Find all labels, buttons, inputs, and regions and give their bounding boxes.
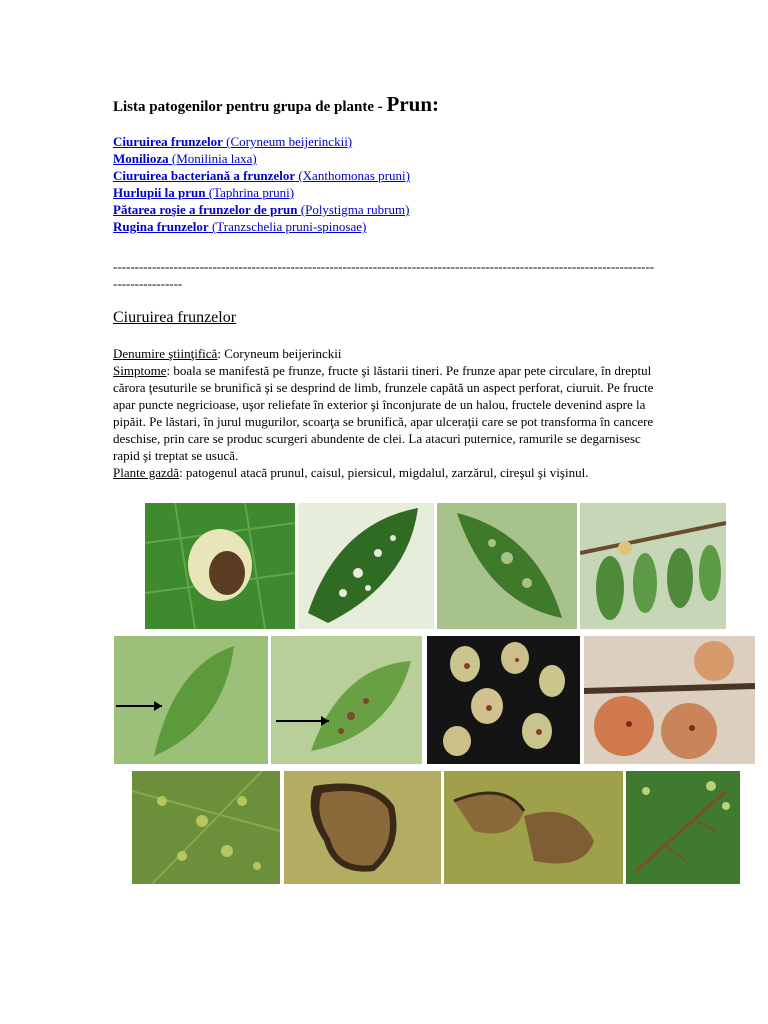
- title-plant: Prun:: [386, 92, 439, 116]
- photo-leaf-hole-closeup: [145, 503, 295, 629]
- scientific-name-label: Denumire ştiinţifică: [113, 346, 218, 361]
- pathogen-link-list: [113, 133, 410, 235]
- scientific-name-value: : Coryneum beijerinckii: [217, 346, 342, 361]
- photo-branch-leaves: [580, 503, 726, 629]
- photo-perforated-leaf: [298, 503, 434, 629]
- page-title: [113, 92, 439, 117]
- photo-spotted-leaf: [132, 771, 280, 884]
- section-body: [113, 345, 658, 481]
- dashed-separator: ---------------------------------------------------------------------------------------------------------------------------------------------: [113, 259, 655, 291]
- title-prefix: Lista patogenilor pentru grupa de plante -: [113, 99, 387, 115]
- symptoms-text: : boala se manifestă pe frunze, fructe şi lăstarii tineri. Pe frunze apar pete circulare, în dreptul cărora ţesuturile se brunifică şi se desprind de limb, frunzele capătă un aspect perforat, ciuruit. Pe fructe apar puncte negricioase, uşor reliefate în exterior şi înconjurate de un halou, fructele devenind aspre la pipăit. Pe lăstari, în jurul mugurilor, scoarţa se brunifică, apar ulceraţii care se pot transforma în cancere deschise, prin care se produc scurgeri abundente de clei. La atacuri puternice, ramurile se degarnisesc rapid şi treptat se usucă.: [113, 363, 654, 463]
- section-heading: Ciuruirea frunzelor: [113, 309, 237, 326]
- link-rugina-frunzelor[interactable]: Rugina frunzelor (Tranzschelia pruni-spinosae): [113, 219, 367, 234]
- host-plants-text: : patogenul atacă prunul, caisul, piersicul, migdalul, zarzărul, cireşul şi vişinul.: [179, 465, 589, 480]
- symptoms-paragraph: [113, 362, 658, 464]
- photo-leaf-arrow-2: [271, 636, 422, 764]
- symptoms-label: Simptome: [113, 363, 167, 378]
- link-patarea-rosie[interactable]: Pătarea roşie a frunzelor de prun (Polystigma rubrum): [113, 202, 410, 217]
- photo-twig-berries: [626, 771, 740, 884]
- host-plants-label: Plante gazdă: [113, 465, 180, 480]
- link-ciuruirea-frunzelor[interactable]: Ciuruirea frunzelor (Coryneum beijerinckii): [113, 134, 353, 149]
- link-monilioza[interactable]: Monilioza (Monilinia laxa): [113, 151, 257, 166]
- photo-lesion-edge: [444, 771, 623, 884]
- link-ciuruirea-bacteriana[interactable]: Ciuruirea bacteriană a frunzelor (Xanthomonas pruni): [113, 168, 410, 183]
- photo-spotted-fruits: [427, 636, 580, 764]
- link-hurlupii-la-prun[interactable]: Hurlupii la prun (Taphrina pruni): [113, 185, 295, 200]
- host-plants-line: [113, 464, 658, 481]
- photo-leaf-arrow-1: [114, 636, 268, 764]
- photo-peaches-branch: [584, 636, 755, 764]
- photo-lesion-closeup: [284, 771, 441, 884]
- photo-shot-hole-leaf: [437, 503, 577, 629]
- scientific-name-line: [113, 345, 658, 362]
